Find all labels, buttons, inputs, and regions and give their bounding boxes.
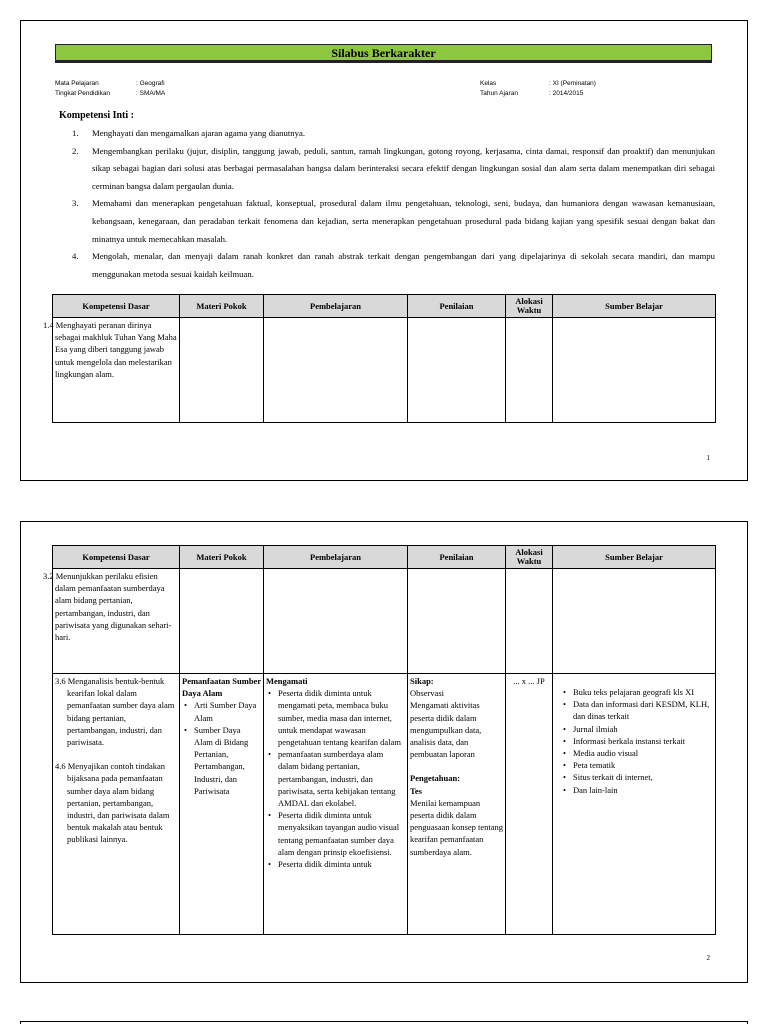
list-item: • pemanfaatan sumberdaya alam dalam bidang pertanian, pertambangan, industri, dan pariwisata, serta kebijakan tentang AMDAL dan ekolabel.	[266, 748, 405, 809]
list-item: • Dan lain-lain	[561, 784, 713, 796]
header-sumber-belajar: Sumber Belajar	[553, 295, 716, 318]
header-alokasi-waktu: Alokasi Waktu	[506, 546, 553, 569]
header-materi-pokok: Materi Pokok	[180, 546, 264, 569]
ki-title: Kompetensi Inti :	[59, 110, 134, 121]
list-item: • Peserta didik diminta untuk	[266, 858, 405, 870]
table-row	[53, 674, 716, 935]
penilaian-sikap-title: Sikap:	[410, 676, 434, 686]
header-alokasi-waktu: Alokasi Waktu	[506, 295, 553, 318]
header-penilaian: Penilaian	[408, 295, 506, 318]
list-item: • Media audio visual	[561, 747, 713, 759]
header-kompetensi-dasar: Kompetensi Dasar	[53, 295, 180, 318]
ki-item: 1. Menghayati dan mengamalkan ajaran agama yang dianutnya.	[72, 128, 306, 138]
penilaian-sikap-text: Mengamati aktivitas peserta didik dalam mengumpulkan data, analisis data, dan pembuatan laporan	[410, 700, 482, 760]
materi-title: Pemanfaatan Sumber Daya Alam	[182, 676, 261, 699]
list-item: • Peserta didik diminta untuk menyaksikan tayangan audio visual tentang pemanfaatan sumber daya alam dengan prinsip ekoefisiensi.	[266, 809, 405, 858]
syllabus-table-page-1	[43, 294, 716, 423]
cell-alokasi: ... x ... JP	[506, 674, 553, 935]
cell-pembelajaran	[264, 674, 408, 935]
cell-kd	[53, 674, 180, 935]
list-item: • Sumber Daya Alam di Bidang Pertanian, Pertambangan, Industri, dan Pariwisata	[182, 724, 261, 797]
header-pembelajaran: Pembelajaran	[264, 295, 408, 318]
meta-row-subject: Mata Pelajaran : Geografi	[55, 80, 165, 87]
meta-left	[55, 79, 165, 99]
cell-kd: 3.2 Menunjukkan perilaku efisien dalam pemanfaatan sumberdaya alam bidang pertanian, pertambangan, industri, dan pariwisata yang digunakan sehari-hari.	[53, 569, 180, 674]
cell-materi	[180, 674, 264, 935]
cell-penilaian	[408, 674, 506, 935]
list-item: • Arti Sumber Daya Alam	[182, 699, 261, 723]
list-item: • Peta tematik	[561, 759, 713, 771]
cell-penilaian	[408, 569, 506, 674]
cell-sumber	[553, 569, 716, 674]
header-penilaian: Penilaian	[408, 546, 506, 569]
ki-item: 2. Mengembangkan perilaku (jujur, disiplin, tanggung jawab, peduli, santun, ramah lingkungan, gotong royong, kerjasama, cinta damai, responsif dan proaktif) dan menunjukan sikap sebagai bagian dari solusi atas berbagai permasalahan bangsa dalam berinteraksi secara efektif dengan lingkungan sosial dan alam serta dalam menempatkan diri sebagai cerminan bangsa dalam pergaulan dunia.	[72, 145, 715, 191]
list-item: • Peserta didik diminta untuk mengamati peta, membaca buku sumber, media masa dan internet, untuk mendapat wawasan pengetahuan tentang kearifan dalam	[266, 687, 405, 748]
pembelajaran-title: Mengamati	[266, 676, 308, 686]
header-pembelajaran: Pembelajaran	[264, 546, 408, 569]
penilaian-pengetahuan-title: Pengetahuan:	[410, 773, 461, 784]
page-number: 2	[706, 954, 710, 962]
header-sumber-belajar: Sumber Belajar	[553, 546, 716, 569]
kd-3-6: 3.6 Menganalisis bentuk-bentuk kearifan lokal dalam pemanfaatan sumber daya alam bidang pertanian, pertambangan, industri, dan pariwisata.	[55, 676, 175, 748]
header-kompetensi-dasar: Kompetensi Dasar	[53, 546, 180, 569]
ki-list	[59, 125, 715, 283]
list-item: • Situs terkait di internet,	[561, 771, 713, 783]
table-row	[53, 318, 716, 423]
table-header-row	[53, 546, 716, 569]
cell-pembelajaran	[264, 569, 408, 674]
document-page-2	[20, 521, 748, 983]
cell-alokasi	[506, 569, 553, 674]
penilaian-sikap-method: Observasi	[410, 688, 444, 699]
penilaian-pengetahuan-sub: Tes	[410, 785, 422, 796]
cell-penilaian	[408, 318, 506, 423]
list-item: • Data dan informasi dari KESDM, KLH, dan dinas terkait	[561, 698, 713, 722]
syllabus-table-page-2	[43, 545, 716, 935]
materi-list	[182, 699, 261, 797]
header-materi-pokok: Materi Pokok	[180, 295, 264, 318]
penilaian-pengetahuan-text: Menilai kemampuan peserta didik dalam penguasaan konsep tentang kearifan pemanfaatan sumberdaya alam.	[410, 797, 503, 857]
cell-kd: 1.4 Menghayati peranan dirinya sebagai makhluk Tuhan Yang Maha Esa yang diberi tanggung jawab untuk mengelola dan melestarikan lingkungan alam.	[53, 318, 180, 423]
kd-4-6: 4.6 Menyajikan contoh tindakan bijaksana pada pemanfaatan sumber daya alam bidang pertanian, pertambangan, industri, dan pariwisata dalam bentuk makalah atau bentuk publikasi lainnya.	[55, 761, 170, 845]
meta-row-class: Kelas : XI (Peminatan)	[480, 80, 596, 87]
ki-item: 4. Mengolah, menalar, dan menyaji dalam ranah konkret dan ranah abstrak terkait dengan pengembangan dari yang dipelajarinya di sekolah secara mandiri, dan mampu menggunakan metoda sesuai kaidah keilmuan.	[72, 251, 715, 279]
meta-right	[480, 79, 596, 99]
cell-materi	[180, 318, 264, 423]
meta-row-level: Tingkat Pendidikan : SMA/MA	[55, 90, 166, 97]
cell-pembelajaran	[264, 318, 408, 423]
meta-row-year: Tahun Ajaran : 2014/2015	[480, 90, 584, 97]
cell-alokasi	[506, 318, 553, 423]
document-page-1	[20, 20, 748, 481]
cell-materi	[180, 569, 264, 674]
table-row	[53, 569, 716, 674]
sumber-list	[555, 686, 713, 796]
table-header-row	[53, 295, 716, 318]
document-title: Silabus Berkarakter	[55, 44, 712, 63]
list-item: • Informasi berkala instansi terkait	[561, 735, 713, 747]
list-item: • Jurnal ilmiah	[561, 723, 713, 735]
ki-item: 3. Memahami dan menerapkan pengetahuan faktual, konseptual, prosedural dalam ilmu pengetahuan, teknologi, seni, budaya, dan humaniora dengan wawasan kemanusiaan, kebangsaan, kenegaraan, dan peradaban terkait fenomena dan kejadian, serta menerapkan pengetahuan prosedural pada bidang kajian yang spesifik sesuai dengan bakat dan minatnya untuk memecahkan masalah.	[72, 198, 715, 244]
pembelajaran-list	[266, 687, 405, 870]
cell-sumber	[553, 674, 716, 935]
cell-sumber	[553, 318, 716, 423]
list-item: • Buku teks pelajaran geografi kls XI	[561, 686, 713, 698]
page-number: 1	[706, 454, 710, 462]
